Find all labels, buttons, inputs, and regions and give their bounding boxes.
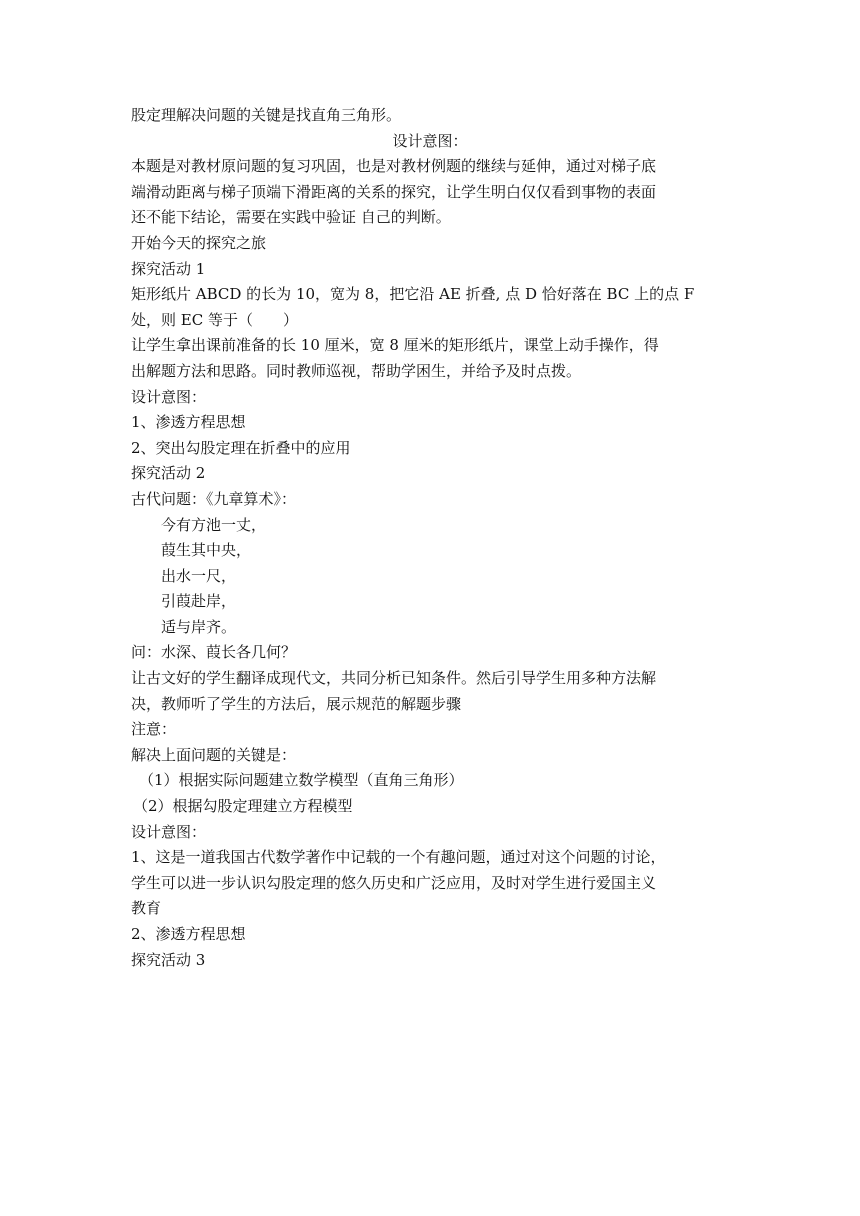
activity-heading: 探究活动 3 xyxy=(131,950,206,969)
activity-heading: 探究活动 1 xyxy=(131,259,206,278)
design-intent-label: 设计意图： xyxy=(131,822,207,841)
poem-line: 葭生其中央， xyxy=(161,541,252,560)
paragraph-line: 1、这是一道我国古代数学著作中记载的一个有趣问题，通过对这个问题的讨论， xyxy=(131,848,666,867)
paragraph-line: 本题是对教材原问题的复习巩固，也是对教材例题的继续与延伸，通过对梯子底 xyxy=(131,157,657,176)
text-line: 解决上面问题的关键是： xyxy=(131,745,297,764)
poem-line: 今有方池一丈， xyxy=(161,515,267,534)
paragraph-line: 学生可以进一步认识勾股定理的悠久历史和广泛应用，及时对学生进行爱国主义 xyxy=(131,873,657,892)
problem-line: 矩形纸片 ABCD 的长为 10，宽为 8，把它沿 AE 折叠, 点 D 恰好落在 BC 上的点 F xyxy=(131,285,695,304)
document-page xyxy=(131,103,729,973)
paragraph-line: 教育 xyxy=(131,899,162,918)
section-heading-design-intent: 设计意图： xyxy=(392,131,468,150)
text-line: 古代问题：《九章算术》： xyxy=(131,489,297,508)
design-intent-label: 设计意图： xyxy=(131,387,207,406)
list-item: 2、渗透方程思想 xyxy=(131,925,246,943)
list-item: 1、渗透方程思想 xyxy=(131,413,246,432)
paragraph-line: 让古文好的学生翻译成现代文，共同分析已知条件。然后引导学生用多种方法解 xyxy=(131,669,657,688)
problem-line: 处，则 EC 等于（ ） xyxy=(131,310,298,329)
paragraph-line: 还不能下结论，需要在实践中验证 自己的判断。 xyxy=(131,208,451,227)
poem-line: 适与岸齐。 xyxy=(161,617,237,636)
list-item: 2、突出勾股定理在折叠中的应用 xyxy=(131,438,351,457)
note-label: 注意： xyxy=(131,720,177,739)
paragraph-line: 让学生拿出课前准备的长 10 厘米，宽 8 厘米的矩形纸片，课堂上动手操作，得 xyxy=(131,336,659,355)
list-item: （2）根据勾股定理建立方程模型 xyxy=(133,797,353,816)
paragraph-line: 端滑动距离与梯子顶端下滑距离的关系的探究，让学生明白仅仅看到事物的表面 xyxy=(131,182,657,201)
poem-line: 引葭赴岸， xyxy=(161,592,237,611)
paragraph-line: 决，教师听了学生的方法后，展示规范的解题步骤 xyxy=(131,694,462,713)
question-line: 问：水深、葭长各几何？ xyxy=(131,643,297,662)
activity-heading: 探究活动 2 xyxy=(131,464,206,483)
list-item: （1）根据实际问题建立数学模型（直角三角形） xyxy=(139,771,464,790)
paragraph-line: 出解题方法和思路。同时教师巡视，帮助学困生，并给予及时点拨。 xyxy=(131,361,582,380)
text-line: 开始今天的探究之旅 xyxy=(131,233,267,252)
poem-line: 出水一尺， xyxy=(161,566,237,585)
text-line: 股定理解决问题的关键是找直角三角形。 xyxy=(131,106,402,124)
